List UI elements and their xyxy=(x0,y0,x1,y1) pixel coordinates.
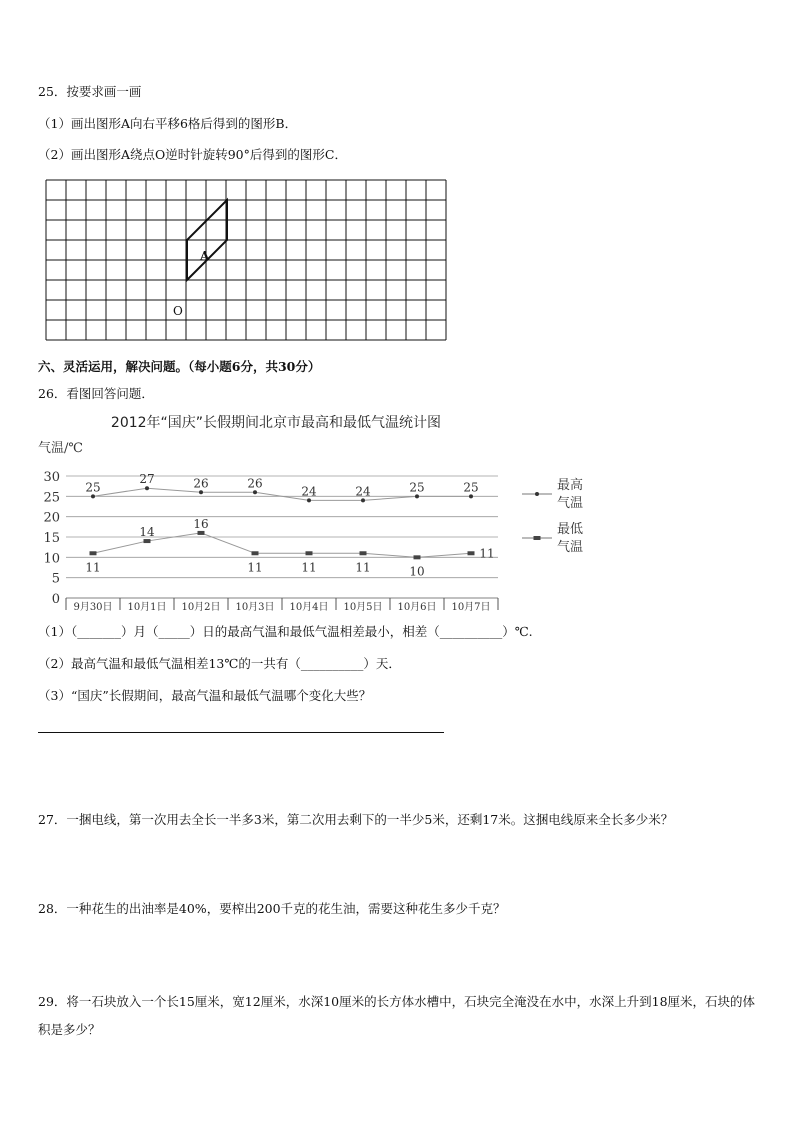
data-label: 24 xyxy=(301,484,317,499)
legend-marker xyxy=(534,536,541,540)
y-tick-label: 15 xyxy=(43,531,60,546)
point-o-label: O xyxy=(173,304,183,318)
section6-heading: 六、灵活运用，解决问题。（每小题6分，共30分） xyxy=(38,359,321,374)
data-point-high xyxy=(415,494,419,498)
data-label: 11 xyxy=(247,560,263,575)
x-tick-label: 9月30日 xyxy=(73,602,113,613)
data-label: 25 xyxy=(409,480,425,495)
data-label: 24 xyxy=(355,484,371,499)
data-label: 11 xyxy=(355,560,371,575)
chart-title: 2012年“国庆”长假期间北京市最高和最低气温统计图 xyxy=(110,415,442,431)
data-point-low xyxy=(468,551,475,555)
data-point-high xyxy=(469,494,473,498)
data-point-low xyxy=(90,551,97,555)
data-label: 25 xyxy=(463,480,479,495)
q29-text: 29．将一石块放入一个长15厘米，宽12厘米，水深10厘米的长方体水槽中，石块完全淹没在水中，水深上升到18厘米，石块的体积是多少？ xyxy=(38,994,756,1037)
y-tick-label: 5 xyxy=(51,571,60,587)
data-label: 25 xyxy=(85,480,101,495)
data-label: 26 xyxy=(247,476,263,491)
q25-part2: （2）画出图形A绕点O逆时针旋转90°后得到的图形C． xyxy=(38,147,347,162)
x-tick-label: 10月4日 xyxy=(289,602,329,613)
data-point-low xyxy=(144,539,151,543)
legend-marker xyxy=(535,492,539,496)
y-tick-label: 20 xyxy=(43,510,60,526)
q25-title: 25．按要求画一画 xyxy=(38,84,142,99)
data-point-low xyxy=(360,551,367,555)
x-tick-label: 10月5日 xyxy=(343,602,383,613)
q27-text: 27．一捆电线，第一次用去全长一半多3米，第二次用去剩下的一半少5米，还剩17米。这捆电线原来全长多少米？ xyxy=(38,812,674,827)
data-label: 14 xyxy=(139,525,155,540)
q26-title: 26．看图回答问题． xyxy=(38,386,154,401)
legend-label: 最低 xyxy=(557,522,584,537)
data-point-low xyxy=(306,551,313,555)
data-point-low xyxy=(414,555,421,559)
data-point-high xyxy=(199,490,203,494)
data-label: 10 xyxy=(409,564,425,579)
legend-label: 气温 xyxy=(557,540,584,555)
y-tick-label: 30 xyxy=(43,470,60,485)
x-tick-label: 10月6日 xyxy=(397,602,437,613)
q26-part1: （1）（_______）月（_____）日的最高气温和最低气温相差最小，相差（__________）℃. xyxy=(38,624,533,639)
x-tick-label: 10月3日 xyxy=(235,602,275,613)
data-label: 16 xyxy=(193,516,209,531)
data-point-low xyxy=(252,551,259,555)
y-tick-label: 0 xyxy=(51,592,60,607)
data-point-low xyxy=(198,531,205,535)
x-tick-label: 10月2日 xyxy=(181,602,221,613)
drawing-grid[interactable] xyxy=(40,178,450,348)
q26-part3: （3）“国庆”长假期间，最高气温和最低气温哪个变化大些？ xyxy=(38,688,372,703)
data-label: 11 xyxy=(85,560,101,575)
y-axis-label: 气温/℃ xyxy=(38,441,83,456)
legend-label: 气温 xyxy=(557,496,584,511)
x-tick-label: 10月1日 xyxy=(127,602,167,613)
data-point-high xyxy=(307,498,311,502)
data-label: 27 xyxy=(139,472,155,487)
data-point-high xyxy=(91,494,95,498)
q28-text: 28．一种花生的出油率是40%，要榨出200千克的花生油，需要这种花生多少千克？ xyxy=(38,901,506,916)
x-tick-label: 10月7日 xyxy=(451,602,491,613)
legend-label: 最高 xyxy=(557,478,584,493)
y-tick-label: 25 xyxy=(43,490,60,506)
q25-part1: （1）画出图形A向右平移6格后得到的图形B． xyxy=(38,116,298,131)
data-label: 26 xyxy=(193,476,209,491)
q26-part2: （2）最高气温和最低气温相差13℃的一共有（__________）天． xyxy=(38,656,401,671)
data-point-high xyxy=(253,490,257,494)
shape-a-label: A xyxy=(200,249,210,263)
temperature-line-chart xyxy=(0,405,640,615)
data-point-high xyxy=(145,486,149,490)
data-label: 11 xyxy=(301,560,317,575)
y-tick-label: 10 xyxy=(43,551,60,567)
data-point-high xyxy=(361,498,365,502)
data-label: 11 xyxy=(479,546,495,561)
answer-line[interactable] xyxy=(38,732,444,733)
